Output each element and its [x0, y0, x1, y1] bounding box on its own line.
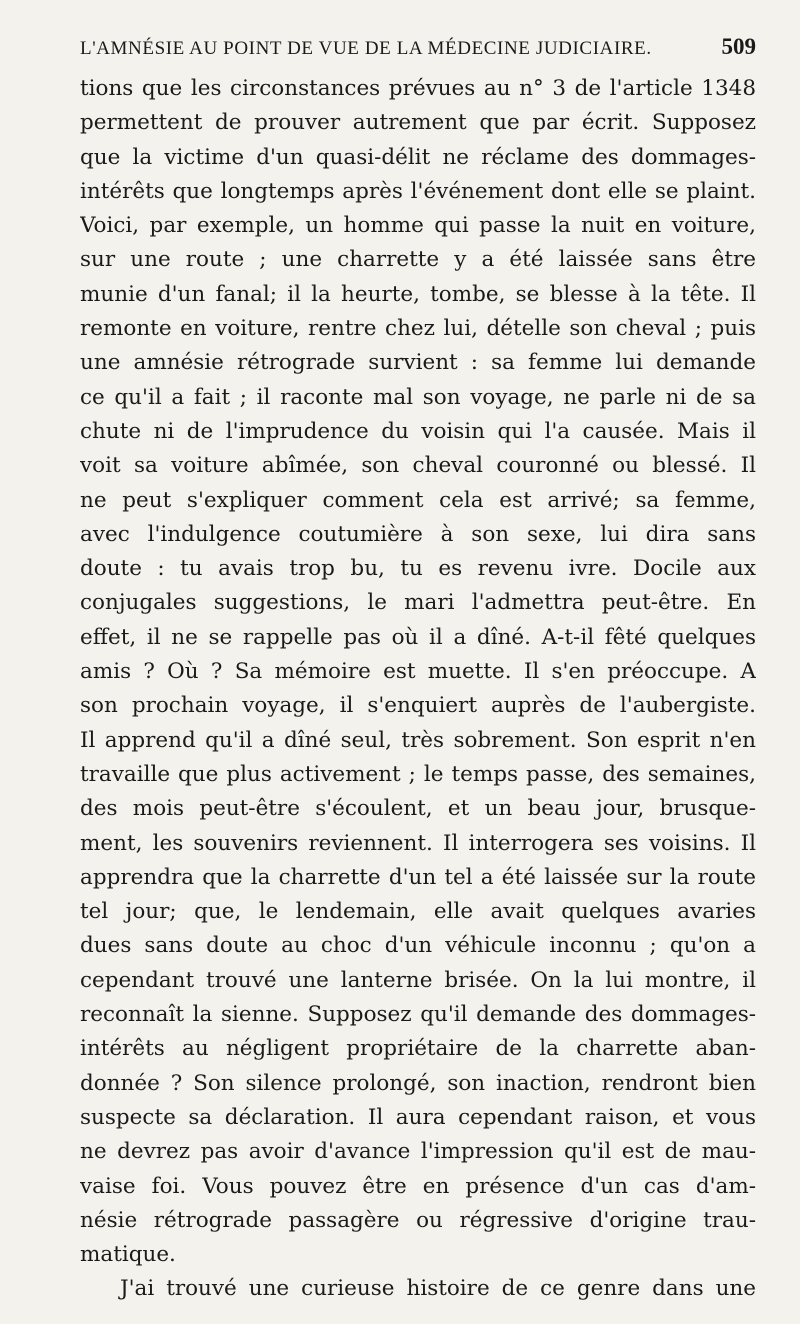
text-line: une amnésie rétrograde survient : sa femme lui demande — [80, 350, 756, 376]
running-title: L'AMNÉSIE AU POINT DE VUE DE LA MÉDECINE JUDICIAIRE. — [80, 38, 652, 59]
text-line: donnée ? Son silence prolongé, son inaction, rendront bien — [80, 1070, 756, 1096]
text-line: avec l'indulgence coutumière à son sexe, lui dira sans — [80, 521, 756, 547]
text-line: permettent de prouver autrement que par écrit. Supposez — [80, 110, 756, 136]
text-line: cependant trouvé une lanterne brisée. On la lui montre, il — [80, 967, 756, 993]
text-line: ne devrez pas avoir d'avance l'impression qu'il est de mau- — [80, 1139, 756, 1165]
text-line: amis ? Où ? Sa mémoire est muette. Il s'en préoccupe. A — [80, 659, 756, 685]
text-line: munie d'un fanal; il la heurte, tombe, se blesse à la tête. Il — [80, 281, 756, 307]
text-line: sur une route ; une charrette y a été laissée sans être — [80, 247, 756, 273]
text-line: conjugales suggestions, le mari l'admettra peut-être. En — [80, 590, 756, 616]
page-number: 509 — [721, 34, 756, 59]
text-line: vaise foi. Vous pouvez être en présence d'un cas d'am- — [80, 1173, 756, 1199]
text-line: tions que les circonstances prévues au n° 3 de l'article 1348 — [80, 76, 756, 101]
text-line: dues sans doute au choc d'un véhicule inconnu ; qu'on a — [80, 933, 756, 959]
text-line: travaille que plus activement ; le temps passe, des semaines, — [80, 761, 756, 787]
text-line: suspecte sa déclaration. Il aura cependant raison, et vous — [80, 1104, 756, 1130]
text-line: chute ni de l'imprudence du voisin qui l'a causée. Mais il — [80, 418, 756, 444]
text-line: J'ai trouvé une curieuse histoire de ce genre dans une — [120, 1276, 756, 1302]
text-line: intérêts que longtemps après l'événement dont elle se plaint. — [80, 178, 756, 204]
text-line: des mois peut-être s'écoulent, et un beau jour, brusque- — [80, 796, 756, 822]
text-line: ce qu'il a fait ; il raconte mal son voyage, ne parle ni de sa — [80, 384, 756, 410]
text-line: doute : tu avais trop bu, tu es revenu ivre. Docile aux — [80, 556, 756, 582]
text-line: effet, il ne se rappelle pas où il a dîné. A-t-il fêté quelques — [80, 624, 756, 650]
text-line: reconnaît la sienne. Supposez qu'il demande des dommages- — [80, 1002, 756, 1028]
text-line: que la victime d'un quasi-délit ne réclame des dommages- — [80, 144, 756, 170]
text-line: intérêts au négligent propriétaire de la charrette aban- — [80, 1036, 756, 1062]
text-line: tel jour; que, le lendemain, elle avait quelques avaries — [80, 899, 756, 925]
text-line: voit sa voiture abîmée, son cheval couronné ou blessé. Il — [80, 453, 756, 479]
text-line: matique. — [80, 1242, 176, 1268]
text-line: ne peut s'expliquer comment cela est arrivé; sa femme, — [80, 487, 756, 513]
text-line: remonte en voiture, rentre chez lui, dételle son cheval ; puis — [80, 316, 756, 342]
running-head — [80, 34, 756, 62]
text-line: nésie rétrograde passagère ou régressive d'origine trau- — [80, 1207, 756, 1233]
text-line: son prochain voyage, il s'enquiert auprès de l'aubergiste. — [80, 693, 756, 719]
body-text — [80, 72, 756, 1307]
text-line: Il apprend qu'il a dîné seul, très sobrement. Son esprit n'en — [80, 727, 756, 753]
text-line: apprendra que la charrette d'un tel a été laissée sur la route — [80, 864, 756, 890]
text-line: ment, les souvenirs reviennent. Il interrogera ses voisins. Il — [80, 830, 756, 856]
text-line: Voici, par exemple, un homme qui passe la nuit en voiture, — [80, 213, 756, 239]
